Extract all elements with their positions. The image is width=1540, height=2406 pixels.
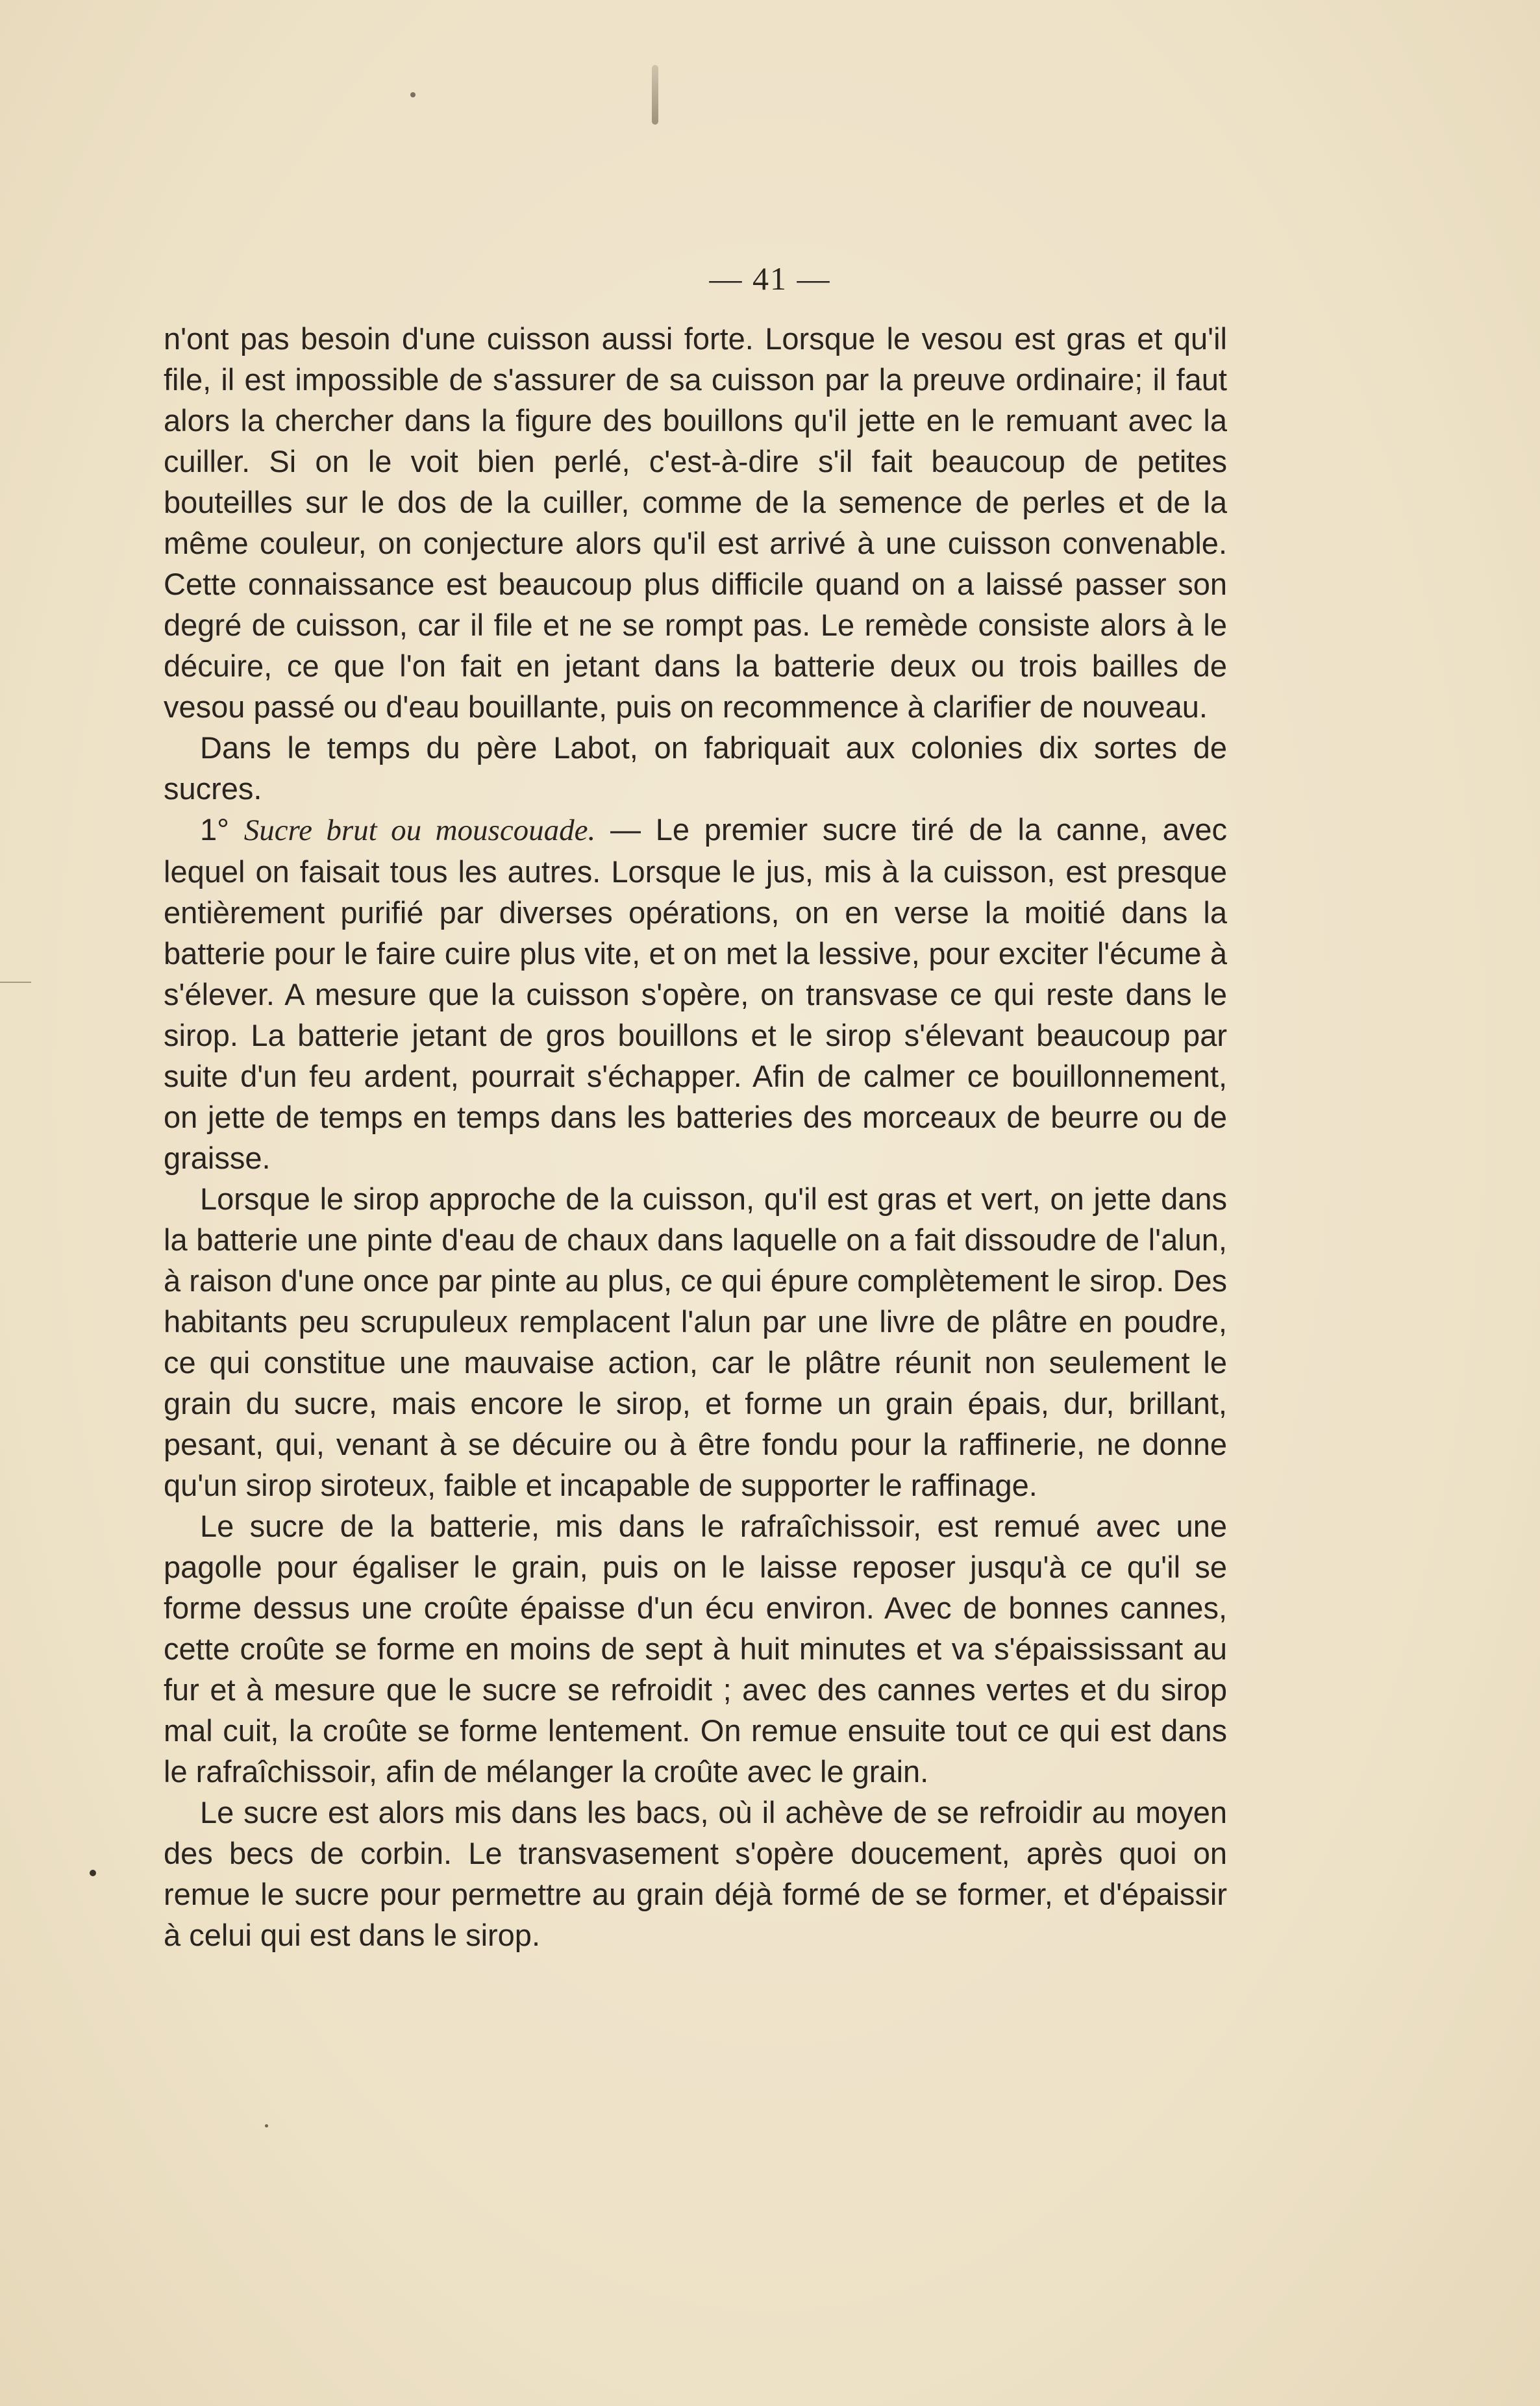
paragraph: n'ont pas besoin d'une cuisson aussi forte. Lorsque le vesou est gras et qu'il file, il est impossible de s'assurer de sa cuisson par la preuve ordinaire; il faut alors la chercher dans la figure des bouillons qu'il jette en le remuant avec la cuiller. Si on le voit bien perlé, c'est-à-dire s'il fait beaucoup de petites bouteilles sur le dos de la cuiller, comme de la semence de perles et de la même couleur, on conjecture alors qu'il est arrivé à une cuisson convenable. Cette connaissance est beaucoup plus difficile quand on a laissé passer son degré de cuisson, car il file et ne se rompt pas. Le remède consiste alors à le décuire, ce que l'on fait en jetant dans la batterie deux ou trois bailles de vesou passé ou d'eau bouillante, puis on recommence à clarifier de nouveau.: [164, 321, 1227, 724]
page-number: — 41 —: [709, 260, 831, 297]
ink-speck: [410, 92, 416, 97]
list-number: 1°: [200, 812, 229, 847]
paragraph: Le sucre est alors mis dans les bacs, où il achève de se refroidir au moyen des becs de corbin. Le transvasement s'opère doucement, après quoi on remue le sucre pour permettre au grain déjà formé de se former, et d'épaissir à celui qui est dans le sirop.: [164, 1795, 1227, 1952]
margin-rule: [0, 982, 31, 983]
section-heading: Sucre brut ou mouscouade.: [243, 813, 596, 847]
body-text: [164, 318, 1227, 1955]
dash: —: [595, 812, 656, 847]
paragraph-text: Le premier sucre tiré de la canne, avec lequel on faisait tous les autres. Lorsque le jus, mis à la cuisson, est presque entièrement purifié par diverses opérations, on en verse la moitié dans la batterie pour le faire cuire plus vite, et on met la lessive, pour exciter l'écume à s'élever. A mesure que la cuisson s'opère, on transvase ce qui reste dans le sirop. La batterie jetant de gros bouillons et le sirop s'élevant beaucoup par suite d'un feu ardent, pourrait s'échapper. Afin de calmer ce bouillonnement, on jette de temps en temps dans les batteries des morceaux de beurre ou de graisse.: [164, 812, 1227, 1175]
ink-speck: [90, 1870, 96, 1876]
page-edge-mark: [652, 65, 658, 125]
ink-speck: [265, 2124, 268, 2127]
paragraph: Lorsque le sirop approche de la cuisson, qu'il est gras et vert, on jette dans la batterie une pinte d'eau de chaux dans laquelle on a fait dissoudre de l'alun, à raison d'une once par pinte au plus, ce qui épure complètement le sirop. Des habitants peu scrupuleux remplacent l'alun par une livre de plâtre en poudre, ce qui constitue une mauvaise action, car le plâtre réunit non seulement le grain du sucre, mais encore le sirop, et forme un grain épais, dur, brillant, pesant, qui, venant à se décuire ou à être fondu pour la raffinerie, ne donne qu'un sirop siroteux, faible et incapable de supporter le raffinage.: [164, 1182, 1227, 1502]
paragraph: Dans le temps du père Labot, on fabriquait aux colonies dix sortes de sucres.: [164, 730, 1227, 806]
paragraph: [164, 809, 1227, 1178]
paragraph: Le sucre de la batterie, mis dans le rafraîchissoir, est remué avec une pagolle pour égaliser le grain, puis on le laisse reposer jusqu'à ce qu'il se forme dessus une croûte épaisse d'un écu environ. Avec de bonnes cannes, cette croûte se forme en moins de sept à huit minutes et va s'épaississant au fur et à mesure que le sucre se refroidit ; avec des cannes vertes et du sirop mal cuit, la croûte se forme lentement. On remue ensuite tout ce qui est dans le rafraîchissoir, afin de mélanger la croûte avec le grain.: [164, 1509, 1227, 1789]
